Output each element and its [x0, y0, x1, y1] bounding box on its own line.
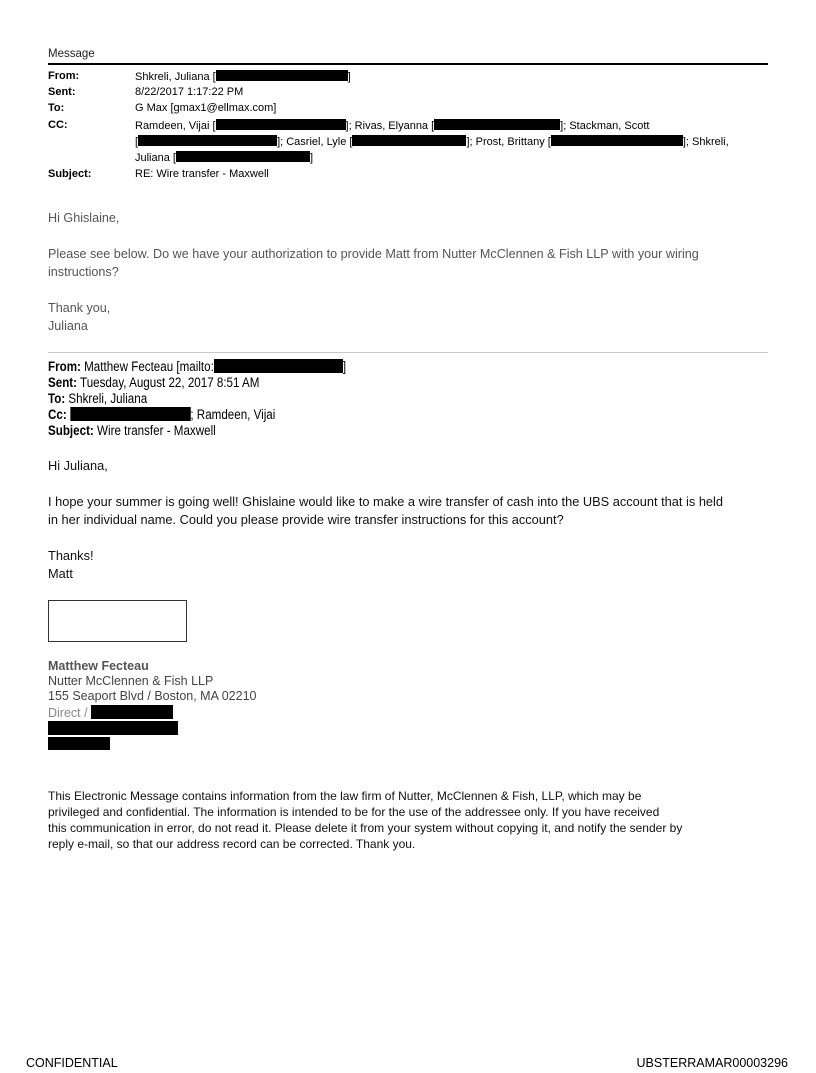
cc-line-1: Ramdeen, Vijai [ ]; Rivas, Elyanna [ ]; Stackman, Scott [135, 120, 650, 132]
subject-label: Subject: [48, 168, 92, 180]
message-separator [48, 352, 768, 353]
subject-value: RE: Wire transfer - Maxwell [135, 168, 269, 180]
signature-address: 155 Seaport Blvd / Boston, MA 02210 [48, 689, 257, 703]
cc-label: CC: [48, 119, 68, 131]
reply-name: Juliana [48, 319, 88, 333]
cc-line-3: Juliana [ ] [135, 152, 314, 164]
redaction [48, 737, 110, 750]
to-value: G Max [gmax1@ellmax.com] [135, 102, 277, 114]
redaction [48, 721, 178, 735]
fwd-subject: Subject: Wire transfer - Maxwell [48, 423, 216, 438]
orig-thanks: Thanks! [48, 548, 94, 563]
redaction [138, 135, 277, 146]
from-label: From: [48, 70, 80, 82]
signature-image-placeholder [48, 600, 187, 642]
footer-bates-number: UBSTERRAMAR00003296 [636, 1056, 788, 1070]
sent-label: Sent: [48, 86, 76, 98]
footer-confidential: CONFIDENTIAL [26, 1056, 118, 1070]
redaction [352, 135, 466, 146]
reply-line-2: instructions? [48, 265, 119, 279]
redaction [91, 705, 173, 719]
signature-name: Matthew Fecteau [48, 659, 149, 673]
legal-line-4: reply e-mail, so that our address record can be corrected. Thank you. [48, 837, 416, 851]
fwd-from: From: Matthew Fecteau [mailto: ] [48, 359, 347, 374]
sent-value: 8/22/2017 1:17:22 PM [135, 86, 244, 98]
redaction [551, 135, 683, 146]
to-label: To: [48, 102, 65, 114]
fwd-sent: Sent: Tuesday, August 22, 2017 8:51 AM [48, 375, 260, 390]
header-divider [48, 63, 768, 65]
orig-greeting: Hi Juliana, [48, 458, 108, 473]
orig-name: Matt [48, 566, 73, 581]
message-label: Message [48, 48, 95, 60]
redaction [176, 151, 310, 162]
fwd-cc: Cc: ; Ramdeen, Vijai [48, 407, 276, 422]
reply-line-1: Please see below. Do we have your authorization to provide Matt from Nutter McClennen & Fish LLP with your wiring [48, 247, 699, 261]
legal-line-1: This Electronic Message contains information from the law firm of Nutter, McClennen & Fish, LLP, which may be [48, 789, 642, 803]
from-value: Shkreli, Juliana [ ] [135, 71, 351, 83]
redaction [216, 70, 348, 81]
redaction [214, 359, 343, 373]
signature-firm: Nutter McClennen & Fish LLP [48, 674, 214, 688]
signature-direct: Direct / [48, 705, 173, 720]
reply-greeting: Hi Ghislaine, [48, 211, 120, 225]
orig-line-1: I hope your summer is going well! Ghislaine would like to make a wire transfer of cash into the UBS account that is held [48, 494, 724, 509]
fwd-to: To: Shkreli, Juliana [48, 391, 148, 406]
legal-line-3: this communication in error, do not read it. Please delete it from your system without copying it, and notify the sender by [48, 821, 683, 835]
redaction [216, 119, 346, 130]
redaction [70, 407, 190, 421]
redaction [434, 119, 560, 130]
legal-line-2: privileged and confidential. The information is intended to be for the use of the addressee only. If you have received [48, 805, 660, 819]
cc-line-2: [ ]; Casriel, Lyle [ ]; Prost, Brittany [ ]; Shkreli, [135, 136, 729, 148]
orig-line-2: in her individual name. Could you please provide wire transfer instructions for this account? [48, 512, 564, 527]
reply-closing: Thank you, [48, 301, 111, 315]
